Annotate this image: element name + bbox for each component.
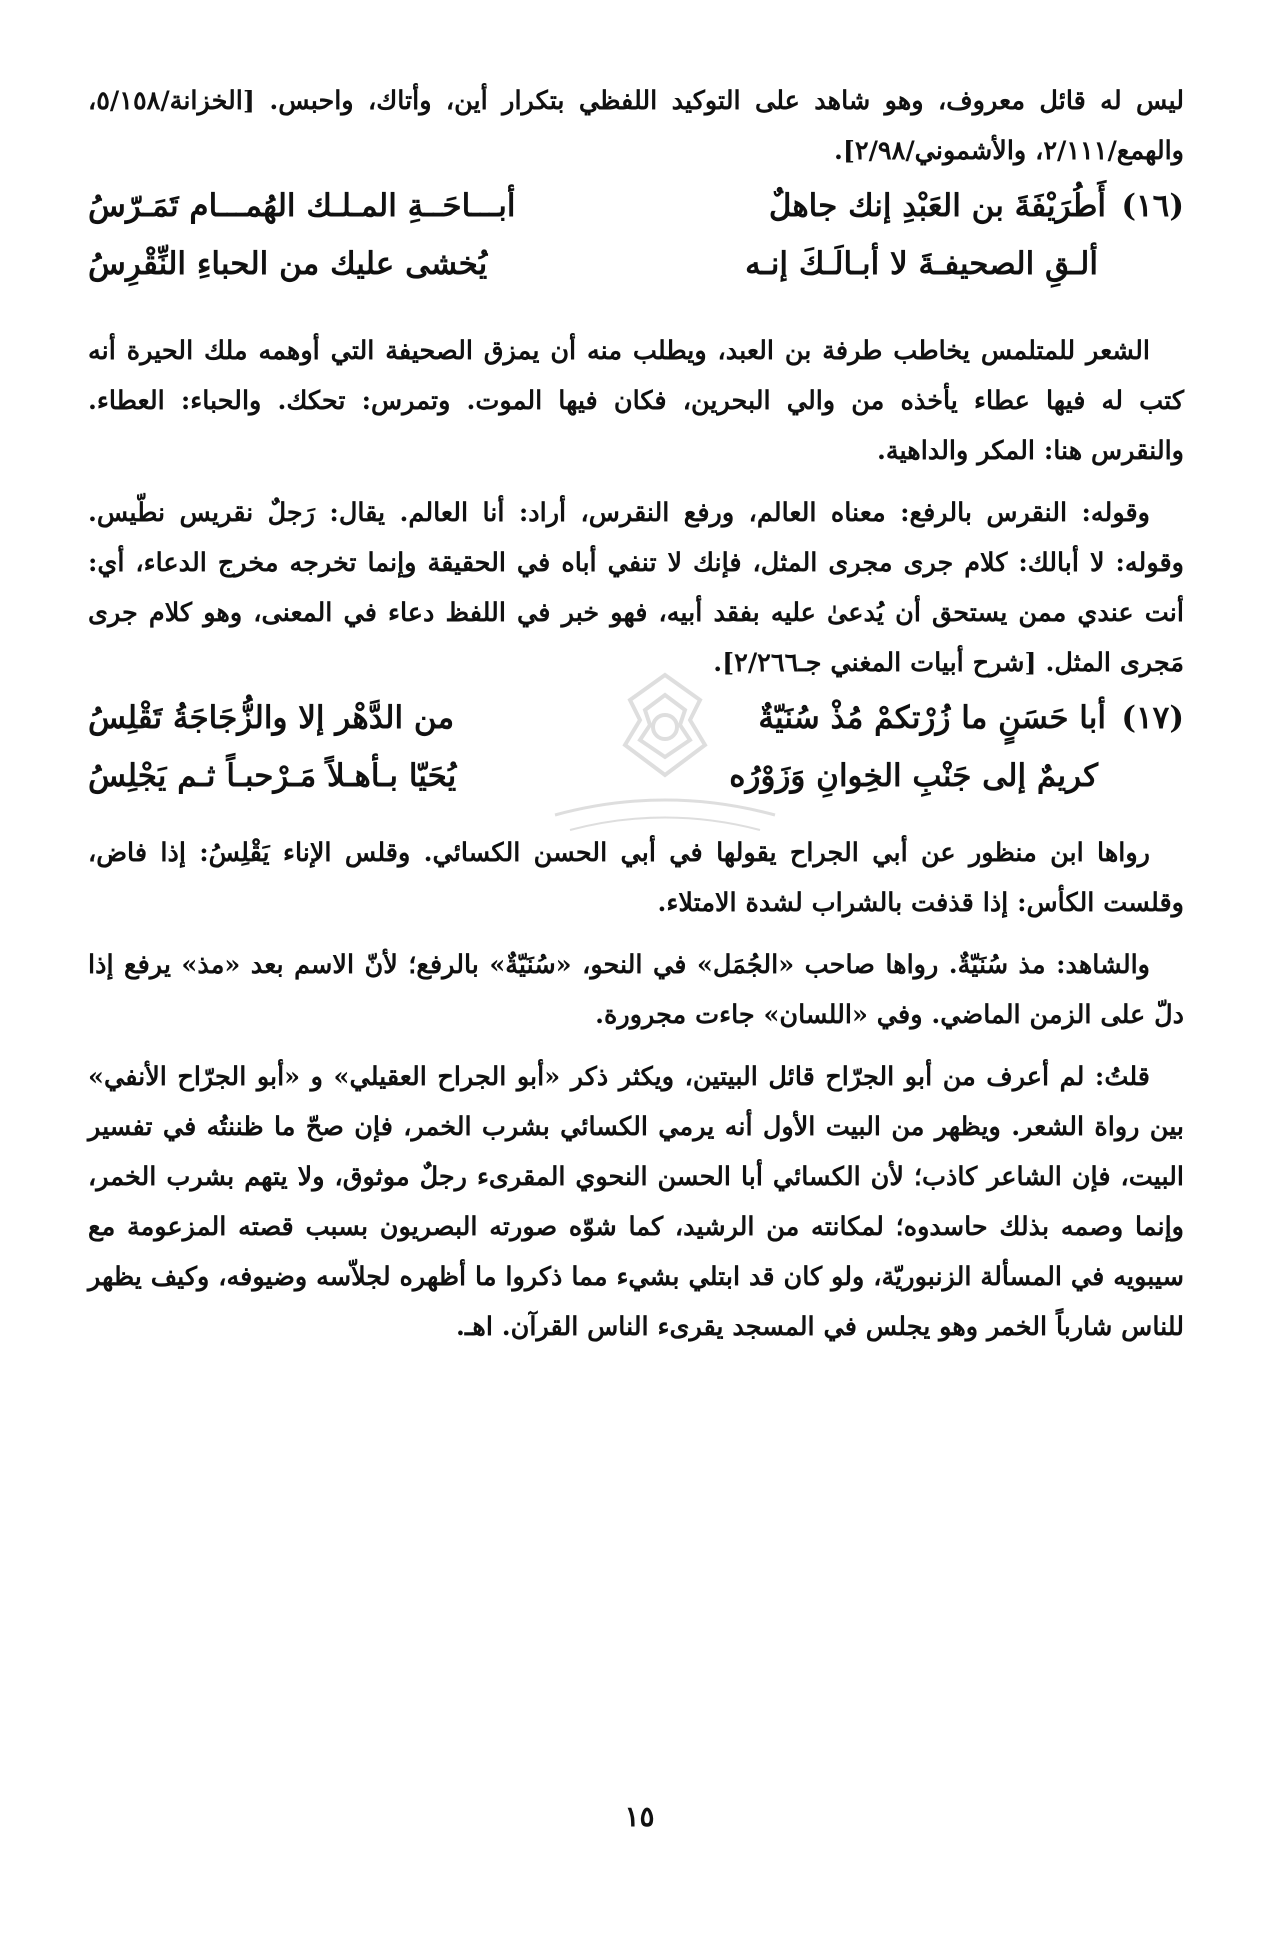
verse-16-line-1-second-hemistich: أبـــاحَــةِ المـلـك الهُمـــام تَمَـرّسُ [88, 188, 516, 224]
verse-17-number: (١٧) [1121, 700, 1184, 736]
paragraph-3-text: وقوله: النقرس بالرفع: معناه العالم، ورفع النقرس، أراد: أنا العالم. يقال: رَجلٌ نقريس نطّيس. وقوله: لا أبالك: كلام جرى مجرى المثل، فإنك لا تنفي أباه في الحقيقة وإنما تخرجه مخرج الدعاء، أي: أنت عندي ممن يستحق أن يُدعىٰ عليه بفقد أبيه، فهو خبر في اللفظ دعاء في المعنى، وهو كلام جرى مَجرى المثل. [شرح أبيات المغني جـ٢/٢٦٦]. [88, 498, 1184, 678]
verse-16-number: (١٦) [1121, 188, 1184, 224]
paragraph-3 [88, 488, 1184, 688]
verse-17-line-1-second-hemistich: من الدَّهْر إلا والزُّجَاجَةُ تَقْلِسُ [88, 700, 455, 736]
verse-16-line-2 [88, 246, 1184, 304]
verse-17-line-2-second-hemistich: يُحَيّا بـأهـلاً مَـرْحبـاً ثـم يَجْلِسُ [88, 758, 457, 794]
paragraph-6-text: قلتُ: لم أعرف من أبو الجرّاح قائل البيتين، ويكثر ذكر «أبو الجراح العقيلي» و «أبو الجرّاح الأنفي» بين رواة الشعر. ويظهر من البيت الأول أنه يرمي الكسائي بشرب الخمر، فإن صحّ ما ظننتُه في تفسير البيت، فإن الشاعر كاذب؛ لأن الكسائي أبا الحسن النحوي المقرىء رجلٌ موثوق، ولا يتهم بشرب الخمر، وإنما وصمه بذلك حاسدوه؛ لمكانته من الرشيد، كما شوّه صورته البصريون بسبب قصته المزعومة مع سيبويه في المسألة الزنبوريّة، ولو كان قد ابتلي بشيء مما ذكروا ما أظهره لجلاّسه وضيوفه، وكيف يظهر للناس شارباً الخمر وهو يجلس في المسجد يقرىء الناس القرآن. اهـ. [88, 1062, 1184, 1342]
verse-16 [88, 188, 1184, 304]
paragraph-2 [88, 326, 1184, 476]
paragraph-2-text: الشعر للمتلمس يخاطب طرفة بن العبد، ويطلب منه أن يمزق الصحيفة التي أوهمه ملك الحيرة أنه كتب له فيها عطاء يأخذه من والي البحرين، فكان فيها الموت. وتمرس: تحكك. والحباء: العطاء. والنقرس هنا: المكر والداهية. [88, 336, 1184, 466]
paragraph-4-text: رواها ابن منظور عن أبي الجراح يقولها في أبي الحسن الكسائي. وقلس الإناء يَقْلِسُ: إذا فاض، وقلست الكأس: إذا قذفت بالشراب لشدة الامتلاء. [88, 838, 1184, 918]
paragraph-5-text: والشاهد: مذ سُنَيّةٌ. رواها صاحب «الجُمَل» في النحو، «سُنَيّةٌ» بالرفع؛ لأنّ الاسم بعد «مذ» يرفع إذا دلّ على الزمن الماضي. وفي «اللسان» جاءت مجرورة. [88, 950, 1184, 1030]
paragraph-5 [88, 940, 1184, 1040]
verse-16-line-1 [88, 188, 1184, 246]
verse-16-line-1-first-hemistich: أَطُرَيْفَةَ بن العَبْدِ إنك جاهلٌ [768, 188, 1106, 224]
verse-16-line-2-second-hemistich: يُخشى عليك من الحباءِ النِّقْرِسُ [88, 246, 488, 282]
verse-17-line-2-first-hemistich: كريمٌ إلى جَنْبِ الخِوانِ وَزَوْرُه [729, 758, 1098, 794]
library-seal-watermark-icon [515, 665, 815, 845]
page-number: ١٥ [624, 1800, 655, 1833]
paragraph-1: ليس له قائل معروف، وهو شاهد على التوكيد اللفظي بتكرار أين، وأتاك، واحبس. [الخزانة/٥/١٥٨، والهمع/٢/١١١، والأشموني/٢/٩٨]. [88, 86, 1184, 166]
verse-17-line-1-first-hemistich: أبا حَسَنٍ ما زُرْتكمْ مُذْ سُنَيّةٌ [758, 700, 1106, 736]
paragraph-6 [88, 1052, 1184, 1352]
verse-16-line-2-first-hemistich: ألـقِ الصحيفـةَ لا أبـالَـكَ إنـه [745, 246, 1098, 282]
